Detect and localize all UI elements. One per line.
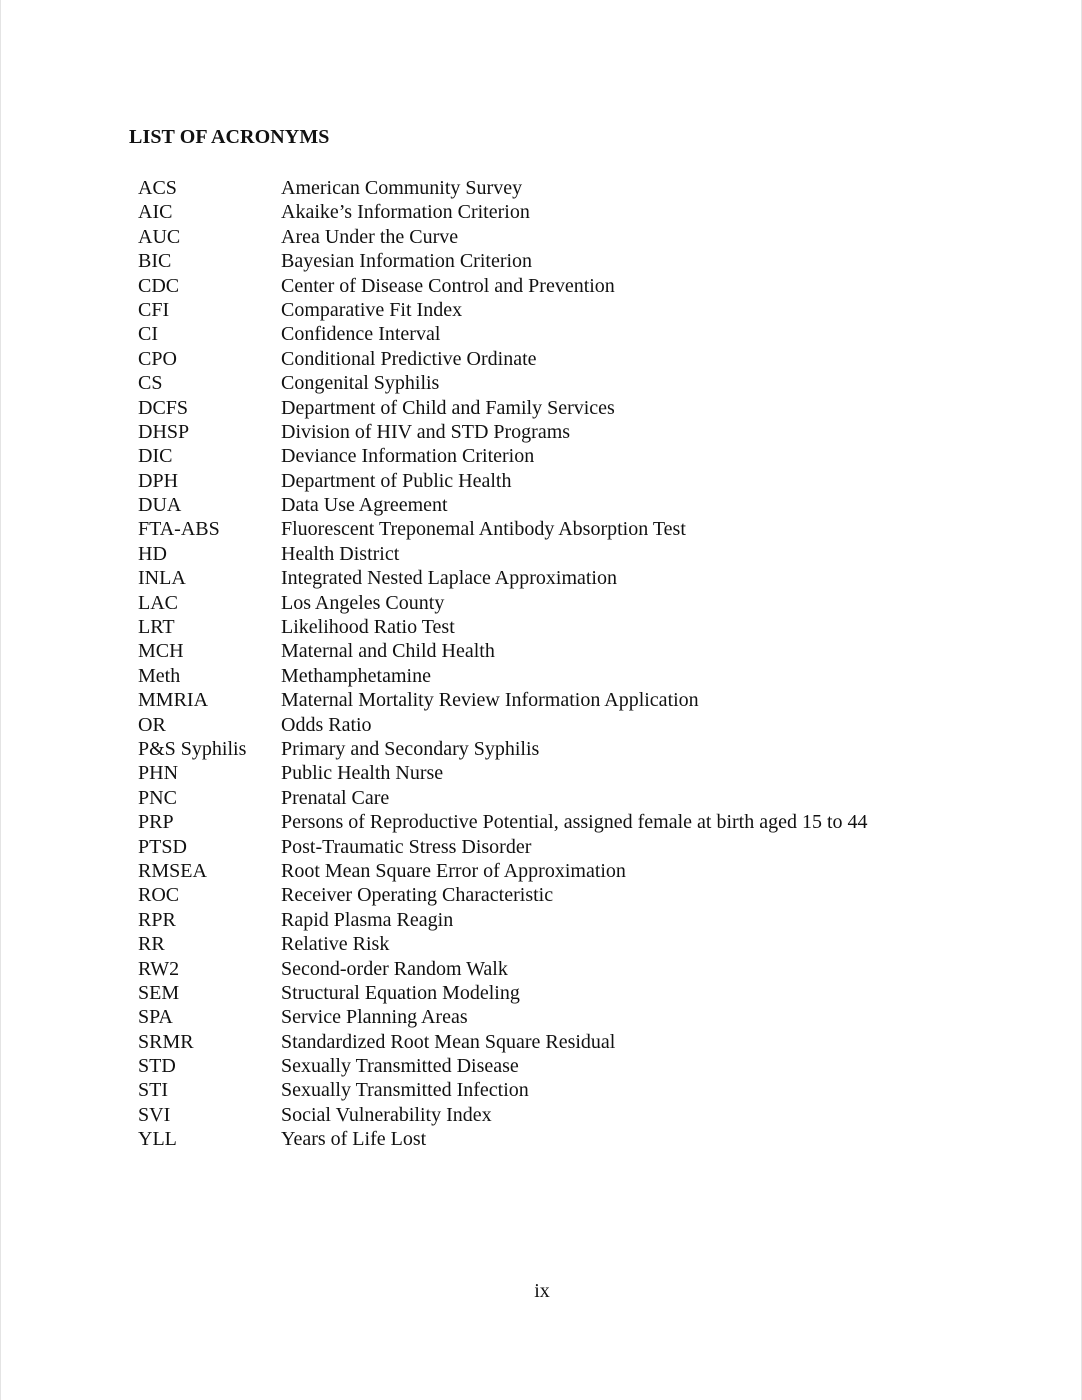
acronym-abbreviation: OR [138,713,166,736]
acronym-abbreviation: RMSEA [138,859,207,882]
acronym-definition: Receiver Operating Characteristic [281,884,554,907]
acronym-definition: Division of HIV and STD Programs [281,420,571,443]
acronym-definition: Department of Public Health [281,469,512,492]
acronym-definition: Akaike’s Information Criterion [281,201,530,224]
acronym-definition: Los Angeles County [281,591,445,614]
acronym-abbreviation: SRMR [138,1030,194,1053]
acronym-definition: Fluorescent Treponemal Antibody Absorption Test [281,518,686,541]
acronym-definition: Odds Ratio [281,713,372,736]
acronym-row [138,786,868,810]
acronym-definition: American Community Survey [281,177,523,199]
acronym-definition: Post-Traumatic Stress Disorder [281,835,532,858]
acronym-abbreviation: RR [138,933,165,956]
acronym-definition: Prenatal Care [281,786,390,809]
acronym-abbreviation: PNC [138,786,177,809]
acronym-abbreviation: STD [138,1055,176,1078]
acronym-definition: Confidence Interval [281,323,441,346]
acronym-row [138,1005,868,1029]
acronym-definition: Second-order Random Walk [281,957,508,980]
acronym-abbreviation: RPR [138,908,176,931]
acronym-row [138,249,868,273]
acronym-abbreviation: CI [138,323,158,346]
acronym-row [138,932,868,956]
acronym-row [138,688,868,712]
acronym-definition: Likelihood Ratio Test [281,616,455,639]
acronym-definition: Congenital Syphilis [281,372,440,395]
acronym-abbreviation: FTA-ABS [138,518,220,541]
acronym-abbreviation: SVI [138,1103,171,1126]
acronym-row [138,1078,868,1102]
acronym-abbreviation: INLA [138,567,186,590]
acronym-row [138,542,868,566]
page-heading: LIST OF ACRONYMS [129,126,330,148]
acronym-abbreviation: MCH [138,640,184,663]
acronym-definition: Root Mean Square Error of Approximation [281,859,626,882]
acronym-abbreviation: ROC [138,884,180,907]
acronym-definition: Conditional Predictive Ordinate [281,347,537,370]
acronym-definition: Service Planning Areas [281,1006,468,1029]
acronym-definition: Sexually Transmitted Infection [281,1079,529,1102]
acronym-definition: Comparative Fit Index [281,298,463,321]
acronym-abbreviation: DHSP [138,420,190,443]
acronym-abbreviation: SPA [138,1006,173,1029]
acronym-abbreviation: BIC [138,250,172,273]
acronym-definition: Maternal and Child Health [281,640,495,663]
acronym-abbreviation: LAC [138,591,178,614]
acronym-definition: Maternal Mortality Review Information Application [281,689,699,712]
acronym-abbreviation: PTSD [138,835,187,858]
acronym-definition: Data Use Agreement [281,494,448,517]
acronym-definition: Structural Equation Modeling [281,981,520,1004]
acronym-definition: Bayesian Information Criterion [281,250,533,273]
acronym-row [138,347,868,371]
acronym-abbreviation: SEM [138,981,180,1004]
acronym-abbreviation: DUA [138,494,182,517]
acronym-row [138,615,868,639]
acronym-abbreviation: CFI [138,298,170,321]
acronym-abbreviation: LRT [138,616,175,639]
acronym-row [138,371,868,395]
acronym-definition: Primary and Secondary Syphilis [281,737,540,760]
acronym-row [138,200,868,224]
acronym-definition: Relative Risk [281,933,390,956]
acronym-definition: Health District [281,542,400,565]
acronym-abbreviation: CPO [138,347,177,370]
acronym-row [138,908,868,932]
acronym-definition: Public Health Nurse [281,762,444,785]
acronym-row [138,761,868,785]
acronym-abbreviation: ACS [138,177,177,199]
acronym-row [138,444,868,468]
acronym-row [138,1103,868,1127]
acronym-row [138,639,868,663]
acronym-row [138,396,868,420]
acronym-abbreviation: HD [138,542,167,565]
acronym-row [138,225,868,249]
acronym-row [138,274,868,298]
acronym-definition: Area Under the Curve [281,225,459,248]
acronym-abbreviation: STI [138,1079,168,1102]
acronym-list [138,176,868,1152]
acronym-row [138,1030,868,1054]
acronym-definition: Sexually Transmitted Disease [281,1055,519,1078]
acronym-abbreviation: PRP [138,811,174,834]
acronym-row [138,1054,868,1078]
acronym-definition: Integrated Nested Laplace Approximation [281,567,617,590]
acronym-row [138,883,868,907]
acronym-row [138,957,868,981]
acronym-row [138,176,868,200]
acronym-row [138,469,868,493]
acronym-abbreviation: Meth [138,664,181,687]
acronym-abbreviation: DPH [138,469,179,492]
acronym-abbreviation: CDC [138,274,180,297]
acronym-definition: Center of Disease Control and Prevention [281,274,615,297]
acronym-row [138,810,868,834]
acronym-row [138,591,868,615]
acronym-definition: Social Vulnerability Index [281,1103,492,1126]
acronym-row [138,298,868,322]
acronym-row [138,420,868,444]
acronym-abbreviation: P&S Syphilis [138,737,247,760]
acronym-definition: Years of Life Lost [281,1128,427,1151]
acronym-definition: Standardized Root Mean Square Residual [281,1030,616,1053]
acronym-abbreviation: DCFS [138,396,189,419]
acronym-row [138,859,868,883]
acronym-definition: Persons of Reproductive Potential, assigned female at birth aged 15 to 44 [281,811,868,834]
acronym-abbreviation: DIC [138,445,173,468]
acronym-row [138,322,868,346]
acronym-abbreviation: CS [138,372,163,395]
acronym-row [138,737,868,761]
acronym-row [138,493,868,517]
acronym-definition: Department of Child and Family Services [281,396,615,419]
acronym-row [138,981,868,1005]
acronym-definition: Rapid Plasma Reagin [281,908,454,931]
acronym-abbreviation: MMRIA [138,689,209,712]
acronym-row [138,664,868,688]
acronym-abbreviation: RW2 [138,957,180,980]
acronym-row [138,517,868,541]
acronym-abbreviation: AIC [138,201,173,224]
acronym-row [138,835,868,859]
acronym-row [138,1127,868,1151]
acronym-abbreviation: YLL [138,1128,177,1151]
acronym-row [138,566,868,590]
acronym-definition: Deviance Information Criterion [281,445,535,468]
page-number: ix [534,1280,550,1302]
acronym-row [138,713,868,737]
acronym-definition: Methamphetamine [281,664,431,687]
acronym-abbreviation: PHN [138,762,179,785]
acronym-abbreviation: AUC [138,225,181,248]
